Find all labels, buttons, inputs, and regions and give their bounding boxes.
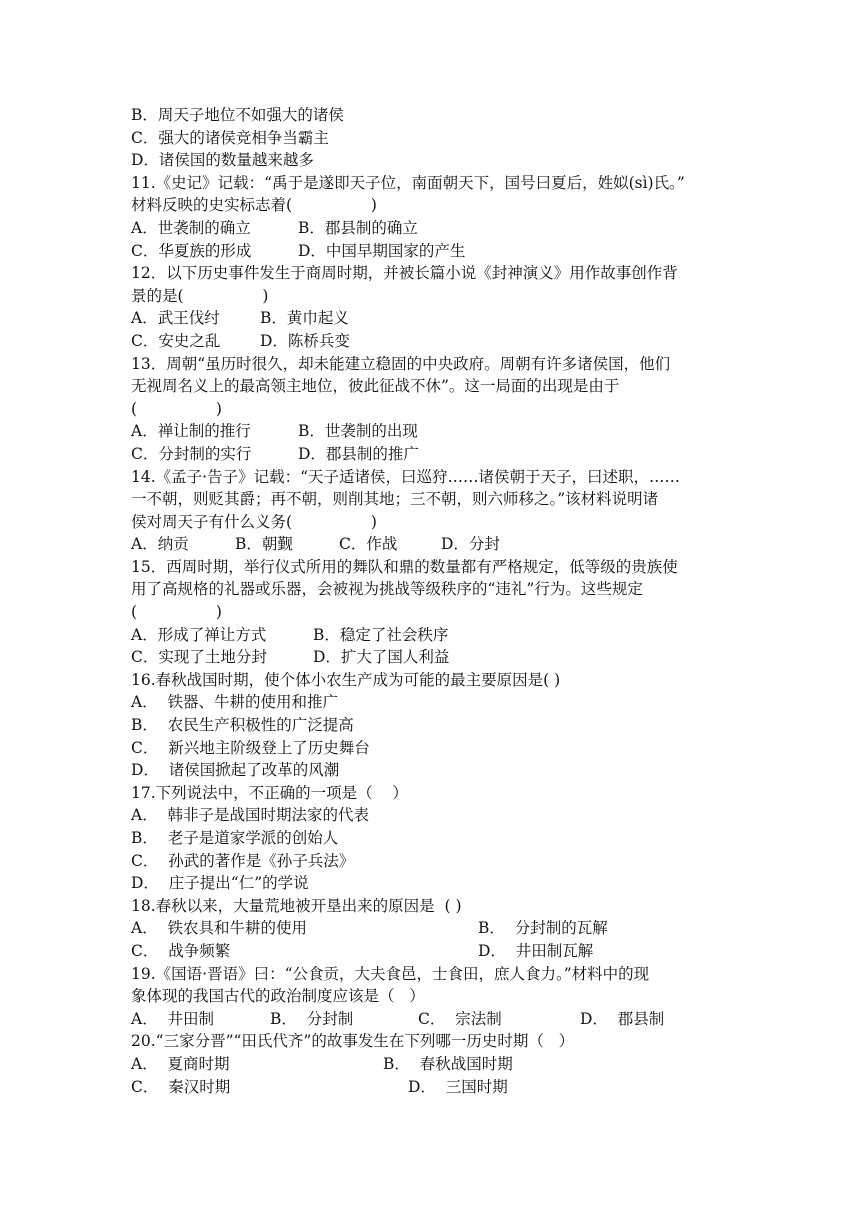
option-row: [131, 307, 731, 330]
option: B． 农民生产积极性的广泛提高: [131, 716, 354, 735]
option-row: [131, 1008, 731, 1031]
option: A．形成了禅让方式: [131, 625, 267, 644]
option: C． 宗法制: [418, 1009, 502, 1028]
option: B．黄巾起义: [260, 309, 349, 328]
option: B．稳定了社会秩序: [313, 625, 449, 644]
option-row: [131, 940, 731, 963]
question-12-stem: 景的是( ): [131, 286, 269, 305]
option: D． 井田制瓦解: [478, 941, 594, 960]
option-row: [131, 217, 731, 240]
option-row: [131, 917, 731, 940]
option: D． 郡县制: [580, 1009, 665, 1028]
option: A． 韩非子是战国时期法家的代表: [131, 806, 370, 825]
option-row: [131, 1053, 731, 1076]
option: D．扩大了国人利益: [313, 648, 450, 667]
option: B． 春秋战国时期: [383, 1054, 513, 1073]
option: B． 老子是道家学派的创始人: [131, 829, 339, 847]
question-17-stem: 17.下列说法中，不正确的一项是（ ）: [131, 783, 408, 802]
question-18-stem: 18.春秋以来，大量荒地被开垦出来的原因是 ( ): [131, 896, 462, 915]
option: A． 铁器、牛耕的使用和推广: [131, 693, 339, 712]
option-row: [131, 443, 731, 466]
option: D． 三国时期: [408, 1077, 508, 1096]
option: A． 井田制: [131, 1009, 215, 1028]
question-13-stem: 13．周朝“虽历时很久，却未能建立稳固的中央政府。周朝有许多诸侯国，他们: [131, 354, 671, 373]
option-row: [131, 624, 731, 647]
option: B．世袭制的出现: [298, 422, 418, 441]
option: C． 孙武的著作是《孙子兵法》: [131, 851, 355, 870]
text-line: C．强大的诸侯竞相争当霸主: [131, 128, 329, 147]
question-15-stem: 用了高规格的礼器或乐器，会被视为挑战等级秩序的“违礼”行为。这些规定: [131, 580, 643, 599]
option: D．中国早期国家的产生: [298, 241, 466, 260]
text-line: D．诸侯国的数量越来越多: [131, 151, 314, 170]
option: D． 庄子提出“仁”的学说: [131, 874, 309, 893]
option: B．朝觐: [235, 535, 293, 554]
option-row: [131, 533, 731, 556]
option: B．郡县制的确立: [298, 218, 418, 237]
option-row: [131, 330, 731, 353]
option: C．作战: [339, 535, 398, 554]
question-19-stem: 19.《国语·晋语》曰：“公食贡，大夫食邑，士食田，庶人食力。”材料中的现: [131, 964, 650, 983]
option: A．纳贡: [131, 535, 189, 554]
question-16-stem: 16.春秋战国时期，使个体小农生产成为可能的最主要原因是( ): [131, 670, 561, 689]
option: C． 秦汉时期: [131, 1077, 231, 1096]
question-11-stem: 11.《史记》记载：“禹于是遂即天子位，南面朝天下，国号曰夏后，姓姒(sì)氏。”: [131, 173, 685, 192]
question-15-stem: 15．西周时期，举行仪式所用的舞队和鼎的数量都有严格规定，低等级的贵族使: [131, 557, 678, 576]
option: C． 战争频繁: [131, 941, 231, 960]
option: A．武王伐纣: [131, 309, 220, 328]
option-row: [131, 1076, 731, 1099]
option: C．安史之乱: [131, 331, 221, 350]
question-list: [131, 104, 731, 1098]
option: A． 夏商时期: [131, 1054, 230, 1073]
question-14-stem: 14.《孟子·告子》记载：“天子适诸侯，曰巡狩……诸侯朝于天子，曰述职，……: [131, 467, 681, 486]
question-11-stem: 材料反映的史实标志着( ): [131, 196, 377, 215]
option: D．分封: [441, 535, 500, 554]
option: C．实现了土地分封: [131, 648, 267, 667]
option: A．世袭制的确立: [131, 218, 251, 237]
option-row: [131, 646, 731, 669]
question-15-stem: ( ): [131, 603, 222, 622]
question-20-stem: 20.“三家分晋”“田氏代齐”的故事发生在下列哪一历史时期（ ）: [131, 1032, 575, 1051]
option-row: [131, 240, 731, 263]
option: B． 分封制: [270, 1009, 354, 1028]
question-13-stem: 无视周名义上的最高领主地位，彼此征战不休”。这一局面的出现是由于: [131, 377, 620, 396]
option: C．华夏族的形成: [131, 241, 252, 260]
option-row: [131, 420, 731, 443]
question-14-stem: 侯对周天子有什么义务( ): [131, 512, 377, 531]
option: A．禅让制的推行: [131, 422, 251, 441]
question-13-stem: ( ): [131, 399, 222, 418]
option: A． 铁农具和牛耕的使用: [131, 919, 308, 938]
option: D．陈桥兵变: [260, 331, 350, 350]
question-14-stem: 一不朝，则贬其爵；再不朝，则削其地；三不朝，则六师移之。”该材料说明诸: [131, 490, 659, 509]
option: D． 诸侯国掀起了改革的风潮: [131, 761, 340, 780]
text-line: B．周天子地位不如强大的诸侯: [131, 106, 344, 124]
option: C． 新兴地主阶级登上了历史舞台: [131, 738, 370, 757]
option: C．分封制的实行: [131, 444, 252, 463]
question-12-stem: 12．以下历史事件发生于商周时期，并被长篇小说《封神演义》用作故事创作背: [131, 264, 678, 283]
question-19-stem: 象体现的我国古代的政治制度应该是（ ）: [131, 987, 425, 1006]
option: D．郡县制的推广: [298, 444, 419, 463]
option: B． 分封制的瓦解: [478, 919, 608, 938]
